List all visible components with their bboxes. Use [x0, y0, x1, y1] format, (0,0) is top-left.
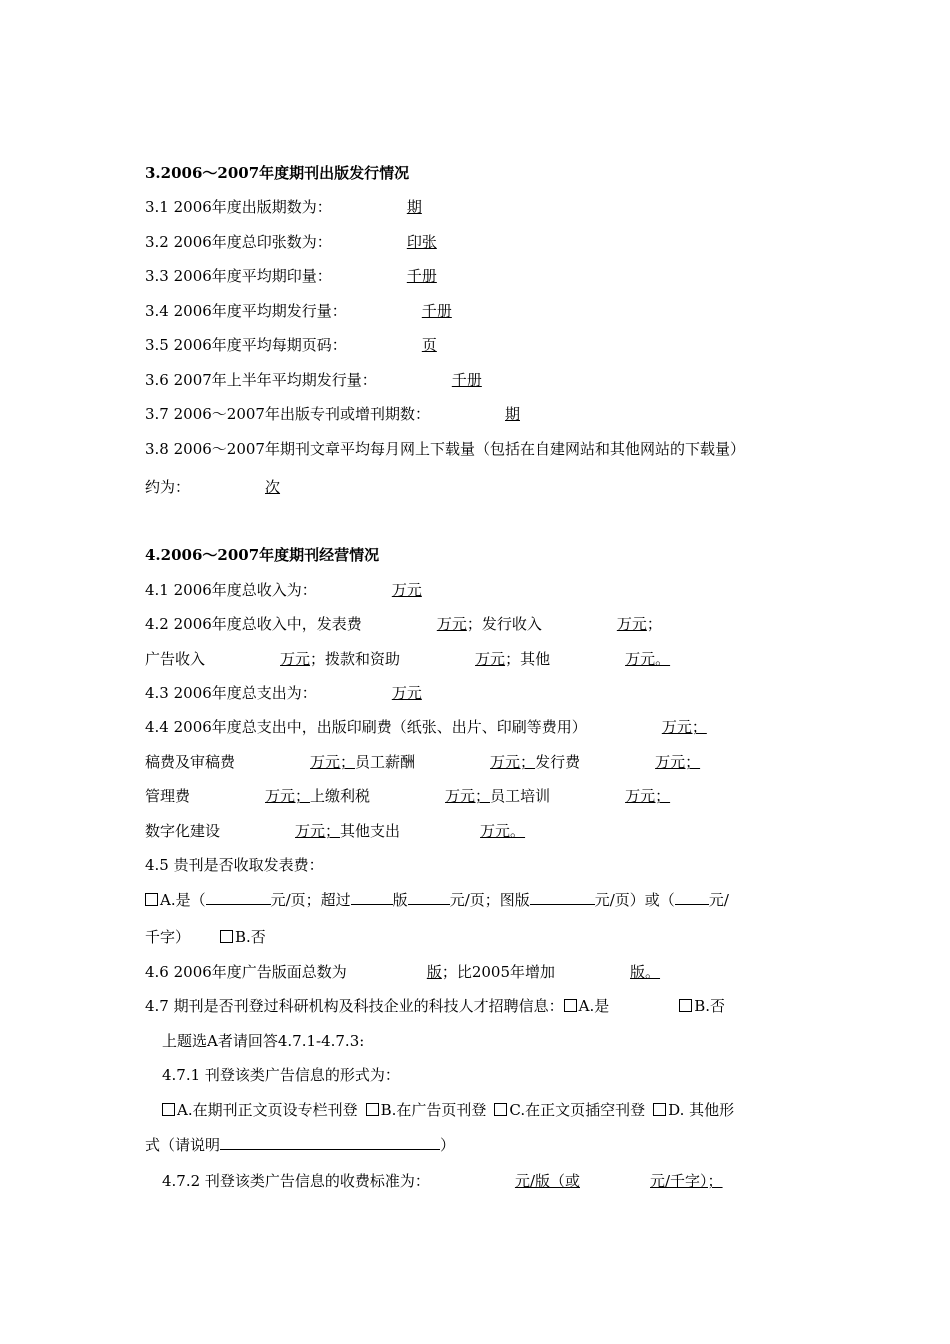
q4-5-a: [145, 889, 729, 910]
q3-5-label: 3.5 2006年度平均每期页码：: [145, 336, 347, 354]
q4-1-field[interactable]: 万元: [391, 581, 422, 599]
q3-7-label: 3.7 2006～2007年出版专刊或增刊期数：: [145, 405, 430, 423]
q4-7-2-field[interactable]: 元/版（或 元/千字）；: [514, 1172, 723, 1190]
q3-2-field[interactable]: 印张: [406, 233, 437, 251]
q4-4b-t1: 稿费及审稿费: [145, 753, 236, 771]
q4-7-2: [162, 1171, 723, 1191]
q4-4d-t1: 数字化建设: [145, 822, 221, 840]
q4-7-b: B.否: [694, 997, 726, 1015]
q3-6-label: 3.6 2007年上半年平均期发行量：: [145, 371, 377, 389]
section-3-title: 3.2006～2007年度期刊出版发行情况: [145, 164, 410, 182]
q4-2: [145, 614, 662, 634]
checkbox-471-c[interactable]: [494, 1103, 507, 1116]
q4-4d-field-1[interactable]: 万元；: [295, 822, 341, 840]
q4-4b-t2: 员工薪酬: [355, 753, 416, 771]
q4-4-b: [145, 752, 700, 772]
q4-5a-blank-5[interactable]: [675, 889, 709, 905]
q4-2b-field-grant[interactable]: 万元: [475, 650, 506, 668]
q4-7-2-label: 4.7.2 刊登该类广告信息的收费标准为：: [162, 1172, 430, 1190]
q4-2b-field-ad[interactable]: 万元: [280, 650, 311, 668]
checkbox-47-yes[interactable]: [564, 999, 577, 1012]
q3-8-cont: [145, 477, 280, 497]
q4-7-1-b: B.在广告页刊登: [380, 1101, 487, 1119]
q3-4: [145, 301, 452, 321]
q4-7-1-c: C.在正文页插空刊登: [509, 1101, 646, 1119]
checkbox-yes[interactable]: [145, 893, 158, 906]
q4-6-label: 4.6 2006年度广告版面总数为: [145, 963, 347, 981]
q4-1-label: 4.1 2006年度总收入为：: [145, 581, 317, 599]
q4-5a-t2: 元/页；超过: [270, 891, 351, 909]
q4-5: 4.5 贵刊是否收取发表费：: [145, 856, 324, 874]
q4-4b-field-2[interactable]: 万元；: [490, 753, 536, 771]
q4-4b-field-1[interactable]: 万元；: [310, 753, 356, 771]
q4-2-b: [145, 649, 670, 669]
q4-3-field[interactable]: 万元: [391, 684, 422, 702]
q3-2-label: 3.2 2006年度总印张数为：: [145, 233, 332, 251]
q4-6-t2: ；比2005年增加: [441, 963, 556, 981]
q4-2b-field-other[interactable]: 万元。: [625, 650, 671, 668]
q4-4-c: [145, 786, 670, 806]
q4-5b-t1: 千字）: [145, 928, 191, 946]
q4-2-t2: ；发行收入: [466, 615, 542, 633]
q4-4d-t2: 其他支出: [340, 822, 401, 840]
q4-5a-t1: A.是（: [160, 891, 206, 909]
q3-8: 3.8 2006～2007年期刊文章平均每月网上下载量（包括在自建网站和其他网站的下载量）: [145, 440, 745, 458]
q4-5a-blank-3[interactable]: [408, 889, 450, 905]
q4-2-field-fee[interactable]: 万元: [436, 615, 467, 633]
q4-4c-field-1[interactable]: 万元；: [265, 787, 311, 805]
q4-4b-field-3[interactable]: 万元；: [655, 753, 701, 771]
q4-4c-field-2[interactable]: 万元；: [445, 787, 491, 805]
q4-4: [145, 717, 707, 737]
q4-5a-blank-4[interactable]: [530, 889, 595, 905]
q4-5-b: [145, 927, 266, 947]
q4-4-d: [145, 821, 525, 841]
q4-2-field-dist[interactable]: 万元: [616, 615, 647, 633]
q4-7-note: 上题选A者请回答4.7.1-4.7.3:: [162, 1032, 365, 1050]
checkbox-no[interactable]: [220, 930, 233, 943]
q4-7-1: 4.7.1 刊登该类广告信息的形式为：: [162, 1066, 400, 1084]
q4-1: [145, 580, 422, 600]
q4-6-field-2[interactable]: 版。: [630, 963, 661, 981]
q3-1: [145, 197, 422, 217]
q4-7-1-other: [145, 1134, 455, 1155]
q4-7-1-other-blank[interactable]: [220, 1134, 440, 1150]
q3-3: [145, 266, 437, 286]
q4-7-a: A.是: [578, 997, 610, 1015]
q4-5a-blank-1[interactable]: [206, 889, 271, 905]
q4-5a-t5: 元/页）或（: [594, 891, 675, 909]
q4-5a-t3: 版: [392, 891, 408, 909]
q3-8-field[interactable]: 次: [265, 478, 281, 496]
q4-6: [145, 962, 660, 982]
q4-7-1-d: D. 其他形: [668, 1101, 735, 1119]
q4-2b-t3: ；其他: [505, 650, 551, 668]
q3-5-field[interactable]: 页: [421, 336, 437, 354]
q3-3-field[interactable]: 千册: [406, 267, 437, 285]
q3-6: [145, 370, 482, 390]
q3-1-label: 3.1 2006年度出版期数为：: [145, 198, 332, 216]
q4-7-1-other-t2: ）: [440, 1136, 456, 1154]
q3-2: [145, 232, 437, 252]
q4-7: [145, 996, 725, 1016]
checkbox-471-b[interactable]: [366, 1103, 379, 1116]
q4-2b-t1: 广告收入: [145, 650, 206, 668]
q4-4c-field-3[interactable]: 万元；: [625, 787, 671, 805]
q3-8-label2: 约为：: [145, 478, 191, 496]
q4-4b-t3: 发行费: [535, 753, 581, 771]
q3-3-label: 3.3 2006年度平均期印量：: [145, 267, 332, 285]
q3-1-field[interactable]: 期: [406, 198, 422, 216]
q4-5a-t6: 元/: [708, 891, 729, 909]
q4-2-label: 4.2 2006年度总收入中，发表费: [145, 615, 362, 633]
q3-7: [145, 404, 520, 424]
q4-5a-blank-2[interactable]: [351, 889, 393, 905]
q4-4c-t3: 员工培训: [490, 787, 551, 805]
q4-4-field[interactable]: 万元；: [661, 718, 707, 736]
checkbox-471-a[interactable]: [162, 1103, 175, 1116]
q3-6-field[interactable]: 千册: [451, 371, 482, 389]
q4-2b-t2: ；拨款和资助: [310, 650, 401, 668]
q4-7-label: 4.7 期刊是否刊登过科研机构及科技企业的科技人才招聘信息：: [145, 997, 564, 1015]
q4-4c-t1: 管理费: [145, 787, 191, 805]
q4-3: [145, 683, 422, 703]
q4-4d-field-2[interactable]: 万元。: [480, 822, 526, 840]
q4-7-1-a: A.在期刊正文页设专栏刊登: [177, 1101, 358, 1119]
q3-7-field[interactable]: 期: [504, 405, 520, 423]
q3-4-label: 3.4 2006年度平均期发行量：: [145, 302, 347, 320]
checkbox-47-no[interactable]: [679, 999, 692, 1012]
q4-5b-t2: B.否: [235, 928, 266, 946]
q4-7-1-options: [162, 1100, 734, 1120]
q4-5a-t4: 元/页；图版: [449, 891, 530, 909]
section-4-title: 4.2006～2007年度期刊经营情况: [145, 546, 380, 564]
q3-5: [145, 335, 437, 355]
checkbox-471-d[interactable]: [653, 1103, 666, 1116]
q4-4-label: 4.4 2006年度总支出中，出版印刷费（纸张、出片、印刷等费用）: [145, 718, 587, 736]
q4-7-1-other-t1: 式（请说明: [145, 1136, 221, 1154]
q4-4c-t2: 上缴利税: [310, 787, 371, 805]
q4-3-label: 4.3 2006年度总支出为：: [145, 684, 317, 702]
q4-2-end: ；: [646, 615, 662, 633]
q4-6-field-1[interactable]: 版: [426, 963, 442, 981]
q3-4-field[interactable]: 千册: [421, 302, 452, 320]
